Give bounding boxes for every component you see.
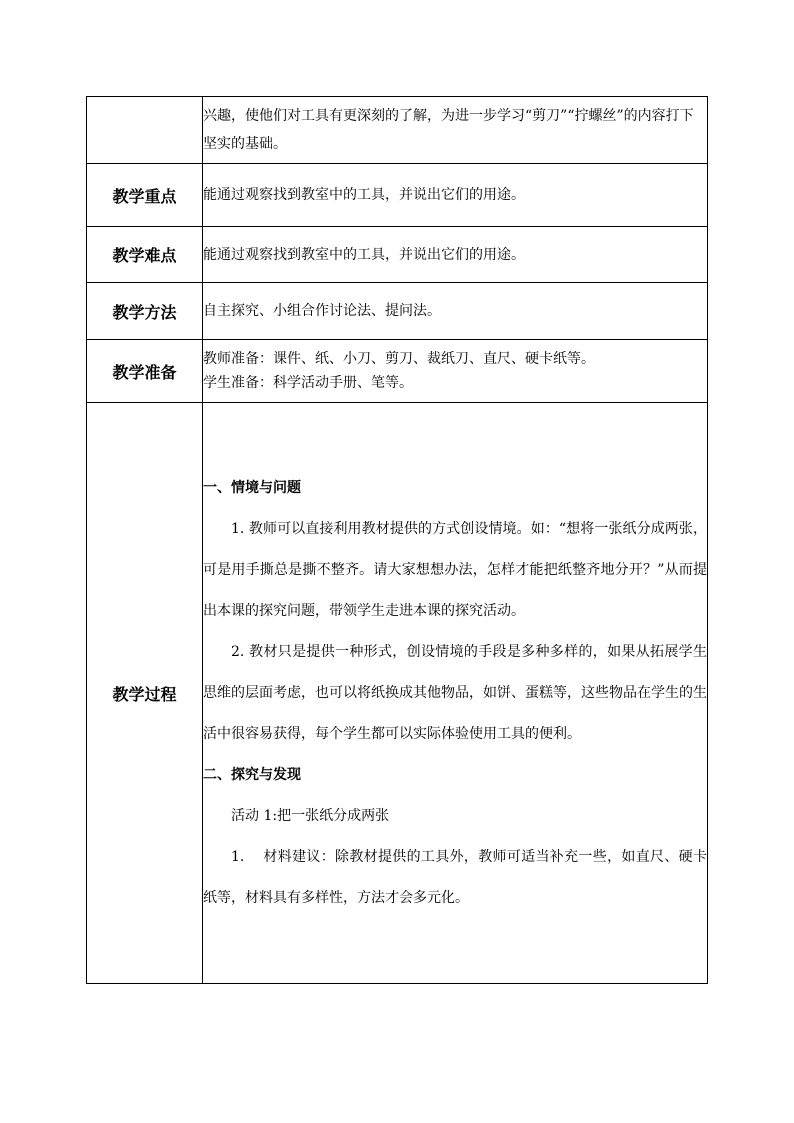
difficulties-text: 能通过观察找到教室中的工具，并说出它们的用途。 bbox=[203, 227, 708, 283]
activity-1-title: 活动 1:把一张纸分成两张 bbox=[231, 807, 390, 824]
methods-label: 教学方法 bbox=[87, 283, 203, 340]
teacher-prep-text: 教师准备：课件、纸、小刀、剪刀、裁纸刀、直尺、硬卡纸等。 bbox=[203, 351, 595, 367]
process-paragraph-1: 1. 教师可以直接利用教材提供的方式创设情境。如：“想将一张纸分成两张，可是用手撕总是撕不整齐。请大家想想办法，怎样才能把纸整齐地分开？”从而提出本课的探究问题，带领学生走进本课的探究活动。 bbox=[203, 520, 707, 619]
key-points-text: 能通过观察找到教室中的工具，并说出它们的用途。 bbox=[203, 164, 708, 227]
preparation-label: 教学准备 bbox=[87, 340, 203, 403]
preparation-row bbox=[87, 340, 708, 403]
methods-row bbox=[87, 283, 708, 340]
intro-text: 兴趣，使他们对工具有更深刻的了解，为进一步学习“剪刀”“拧螺丝”的内容打下坚实的基础。 bbox=[203, 97, 708, 164]
process-content bbox=[203, 403, 708, 984]
intro-label bbox=[87, 97, 203, 164]
section1-heading: 一、情境与问题 bbox=[203, 479, 301, 496]
key-points-label: 教学重点 bbox=[87, 164, 203, 227]
preparation-content bbox=[203, 340, 708, 403]
process-paragraph-3: 1. 材料建议：除教材提供的工具外，教师可适当补充一些，如直尺、硬卡纸等，材料具有多样性，方法才会多元化。 bbox=[203, 848, 707, 906]
intro-row bbox=[87, 97, 708, 164]
difficulties-row bbox=[87, 227, 708, 283]
lesson-plan-table bbox=[86, 96, 708, 984]
difficulties-label: 教学难点 bbox=[87, 227, 203, 283]
process-paragraph-2: 2. 教材只是提供一种形式，创设情境的手段是多种多样的，如果从拓展学生思维的层面考虑，也可以将纸换成其他物品，如饼、蛋糕等，这些物品在学生的生活中很容易获得，每个学生都可以实际体验使用工具的便利。 bbox=[203, 643, 707, 742]
process-row bbox=[87, 403, 708, 984]
section2-heading: 二、探究与发现 bbox=[203, 766, 301, 783]
student-prep-text: 学生准备：科学活动手册、笔等。 bbox=[203, 375, 413, 391]
methods-text: 自主探究、小组合作讨论法、提问法。 bbox=[203, 283, 708, 340]
process-label: 教学过程 bbox=[87, 403, 203, 984]
key-points-row bbox=[87, 164, 708, 227]
